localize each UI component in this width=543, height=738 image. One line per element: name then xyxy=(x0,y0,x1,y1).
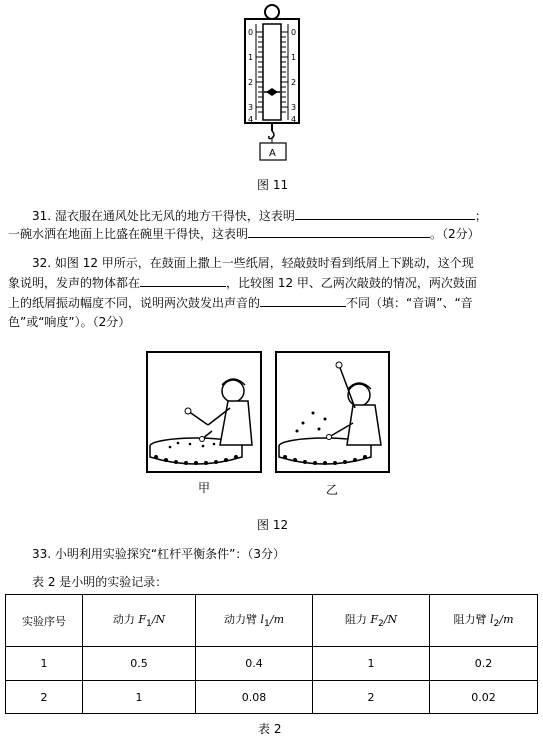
table-cell: 1 xyxy=(6,647,83,681)
scale-left-label: 0 xyxy=(248,28,254,37)
table-caption: 表 2 xyxy=(258,722,282,736)
scale-left-label: 3 xyxy=(248,103,254,112)
header-trial-number: 实验序号 xyxy=(6,595,83,647)
scale-left-label: 4 xyxy=(248,115,254,124)
figure-12-caption: 图 12 xyxy=(257,518,289,532)
answer-blank-31a[interactable] xyxy=(295,207,475,220)
figure-12-label-yi: 乙 xyxy=(326,483,339,497)
figure-12-label-jia: 甲 xyxy=(198,481,211,495)
header-effort-force: 动力 $F_1/N$ xyxy=(83,595,196,647)
question-31-line-1: 31. 湿衣服在通风处比无风的地方干得快，这表明 ； xyxy=(32,209,487,223)
table-cell: 2 xyxy=(313,681,430,714)
question-32-line-2: 象说明，发声的物体都在 ，比较图 12 甲、乙两次敲鼓的情况，两次鼓面 xyxy=(8,276,477,290)
answer-blank-32b[interactable] xyxy=(260,294,346,307)
table-cell: 2 xyxy=(6,681,83,714)
experiment-table xyxy=(5,594,538,714)
question-32-line-4: 色”或“响度”）。（2分） xyxy=(8,315,131,329)
question-33-line-1: 33. 小明利用实验探究“杠杆平衡条件”：（3分） xyxy=(32,547,285,561)
drum-illustration-jia xyxy=(146,351,262,473)
answer-blank-32a[interactable] xyxy=(140,274,226,287)
scale-left-label: 2 xyxy=(248,78,254,87)
question-32-line-1: 32. 如图 12 甲所示，在鼓面上撒上一些纸屑，轻敲鼓时看到纸屑上下跳动，这个现 xyxy=(32,256,474,270)
spring-scale-figure xyxy=(236,2,310,164)
table-cell: 1 xyxy=(313,647,430,681)
table-row xyxy=(6,647,538,681)
header-resistance-force: 阻力 $F_2/N$ xyxy=(313,595,430,647)
table-row xyxy=(6,681,538,714)
table-cell: 0.08 xyxy=(196,681,313,714)
table-intro: 表 2 是小明的实验记录： xyxy=(32,575,168,589)
scale-right-label: 1 xyxy=(291,53,297,62)
question-32-line-3: 上的纸屑振动幅度不同，说明两次鼓发出声音的 不同（填：“音调”、“音 xyxy=(8,296,473,310)
scale-right-label: 2 xyxy=(291,78,297,87)
table-cell: 0.4 xyxy=(196,647,313,681)
drum-illustration-yi xyxy=(275,351,390,473)
header-effort-arm: 动力臂 $l_1/m$ xyxy=(196,595,313,647)
header-resistance-arm: 阻力臂 $l_2/m$ xyxy=(430,595,538,647)
scale-right-label: 3 xyxy=(291,103,297,112)
table-cell: 1 xyxy=(83,681,196,714)
table-cell: 0.2 xyxy=(430,647,538,681)
scale-left-label: 1 xyxy=(248,53,254,62)
table-cell: 0.02 xyxy=(430,681,538,714)
table-cell: 0.5 xyxy=(83,647,196,681)
figure-11-caption: 图 11 xyxy=(257,178,289,192)
table-header-row xyxy=(6,595,538,647)
weight-label: A xyxy=(269,148,276,159)
scale-right-label: 0 xyxy=(291,28,297,37)
answer-blank-31b[interactable] xyxy=(248,225,430,238)
question-31-line-2: 一碗水洒在地面上比盛在碗里干得快，这表明 。（2分） xyxy=(8,227,480,241)
scale-right-label: 4 xyxy=(291,115,297,124)
